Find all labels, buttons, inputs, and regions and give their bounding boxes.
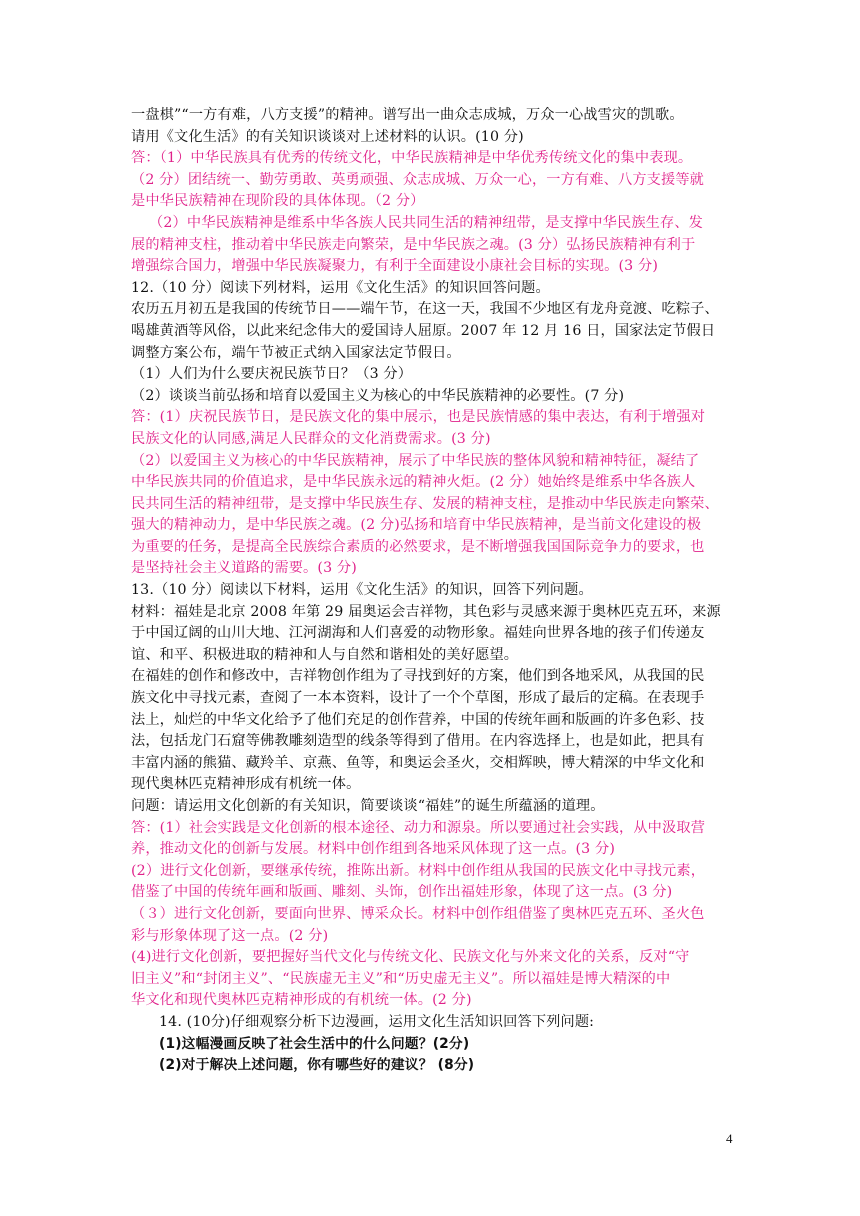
text-line: 农历五月初五是我国的传统节日——端午节，在这一天，我国不少地区有龙舟竞渡、吃粽子、 (131, 301, 719, 318)
text-line: (1)这幅漫画反映了社会生活中的什么问题？(2分) (159, 1035, 470, 1052)
text-line: 为重要的任务，是提高全民族综合素质的必然要求，是不断增强我国国际竞争力的要求，也 (131, 538, 705, 555)
text-line: 一盘棋”“一方有难，八方支援”的精神。谱写出一曲众志成城，万众一心战雪灾的凯歌。 (131, 107, 684, 123)
text-line: 材料：福娃是北京 2008 年第 29 届奥运会吉祥物，其色彩与灵感来源于奥林匹克五环，来源 (131, 603, 721, 620)
text-line: （2 分）团结统一、勤劳勇敢、英勇顽强、众志成城、万众一心，一方有难、八方支援等就 (131, 171, 705, 188)
text-line: 答：（1）中华民族具有优秀的传统文化，中华民族精神是中华优秀传统文化的集中表现。 (131, 150, 693, 167)
text-line: 彩与形象体现了这一点。(2 分) (131, 927, 329, 944)
text-line: 答：(1）社会实践是文化创新的根本途径、动力和源泉。所以要通过社会实践，从中汲取营 (131, 819, 706, 836)
text-line: （2）谈谈当前弘扬和培育以爱国主义为核心的中华民族精神的必要性。(7 分) (131, 387, 625, 404)
text-line: 答：(1）庆祝民族节日，是民族文化的集中展示，也是民族情感的集中表达，有利于增强对 (131, 409, 706, 426)
page-number: 4 (726, 1131, 733, 1146)
text-line: 华文化和现代奥林匹克精神形成的有机统一体。(2 分) (131, 992, 472, 1009)
text-line: 法，包括龙门石窟等佛教雕刻造型的线条等得到了借用。在内容选择上，也是如此，把具有 (131, 733, 705, 750)
text-line: 旧主义”和“封闭主义”、“民族虚无主义”和“历史虚无主义”。所以福娃是博大精深的中 (131, 970, 671, 987)
text-line: （2）中华民族精神是维系中华各族人民共同生活的精神纽带，是支撑中华民族生存、发 (149, 214, 704, 231)
text-line: (2)对于解决上述问题，你有哪些好的建议？ (8分) (159, 1057, 475, 1074)
text-line: 族文化中寻找元素，查阅了一本本资料，设计了一个个草图，形成了最后的定稿。在表现手 (131, 690, 705, 707)
text-line: 民共同生活的精神纽带，是支撑中华民族生存、发展的精神支柱，是推动中华民族走向繁荣、 (131, 495, 719, 512)
text-line: 展的精神支柱，推动着中华民族走向繁荣，是中华民族之魂。(3 分）弘扬民族精神有利于 (131, 236, 696, 253)
text-line: 谊、和平、积极进取的精神和人与自然和谐相处的美好愿望。 (131, 646, 519, 663)
text-line: 13.（10 分）阅读以下材料，运用《文化生活》的知识，回答下列问题。 (131, 582, 593, 599)
text-line: 现代奥林匹克精神形成有机统一体。 (131, 776, 361, 793)
text-line: 是坚持社会主义道路的需要。(3 分) (131, 560, 357, 577)
text-line: 调整方案公布，端午节被正式纳入国家法定节假日。 (131, 344, 461, 361)
text-line: 12.（10 分）阅读下列材料，运用《文化生活》的知识回答问题。 (131, 279, 550, 296)
text-line: 中华民族共同的价值追求，是中华民族永远的精神火炬。(2 分）她始终是维系中华各族人 (131, 474, 696, 491)
text-line: (2）进行文化创新，要继承传统，推陈出新。材料中创作组从我国的民族文化中寻找元素， (131, 862, 706, 879)
text-line: 在福娃的创作和修改中，吉祥物创作组为了寻找到好的方案，他们到各地采风，从我国的民 (131, 668, 705, 685)
text-line: 是中华民族精神在现阶段的具体体现。（2 分） (131, 193, 425, 210)
text-line: 民族文化的认同感,满足人民群众的文化消费需求。(3 分) (131, 430, 491, 447)
text-line: 问题：请运用文化创新的有关知识，简要谈谈“福娃”的诞生所蕴涵的道理。 (131, 798, 605, 814)
text-line: 14. (10分)仔细观察分析下边漫画，运用文化生活知识回答下列问题: (159, 1013, 595, 1030)
text-line: 于中国辽阔的山川大地、江河湖海和人们喜爱的动物形象。福娃向世界各地的孩子们传递友 (131, 625, 705, 642)
text-line: （1）人们为什么要庆祝民族节日？（3 分） (131, 366, 413, 383)
text-line: 法上，灿烂的中华文化给予了他们充足的创作营养，中国的传统年画和版画的许多色彩、技 (131, 711, 705, 728)
document-body (131, 105, 741, 1077)
text-line: 养，推动文化的创新与发展。材料中创作组到各地采风体现了这一点。(3 分) (131, 841, 616, 858)
text-line: 丰富内涵的熊猫、藏羚羊、京燕、鱼等，和奥运会圣火，交相辉映，博大精深的中华文化和 (131, 754, 705, 771)
text-line: （３）进行文化创新，要面向世界、博采众长。材料中创作组借鉴了奥林匹克五环、圣火色 (131, 905, 705, 922)
text-line: 借鉴了中国的传统年画和版画、雕刻、头饰，创作出福娃形象，体现了这一点。(3 分) (131, 884, 673, 901)
text-line: （2）以爱国主义为核心的中华民族精神，展示了中华民族的整体风貌和精神特征，凝结了 (131, 452, 700, 469)
text-line: 喝雄黄酒等风俗，以此来纪念伟大的爱国诗人屈原。2007 年 12 月 16 日，国家法定节假日 (131, 322, 716, 339)
text-line: 请用《文化生活》的有关知识谈谈对上述材料的认识。(10 分) (131, 128, 524, 145)
text-line: 强大的精神动力，是中华民族之魂。(2 分)弘扬和培育中华民族精神，是当前文化建设的极 (131, 517, 702, 534)
text-line: 增强综合国力，增强中华民族凝聚力，有利于全面建设小康社会目标的实现。(3 分) (131, 258, 659, 275)
text-line: (4)进行文化创新，要把握好当代文化与传统文化、民族文化与外来文化的关系，反对“守 (131, 949, 690, 966)
